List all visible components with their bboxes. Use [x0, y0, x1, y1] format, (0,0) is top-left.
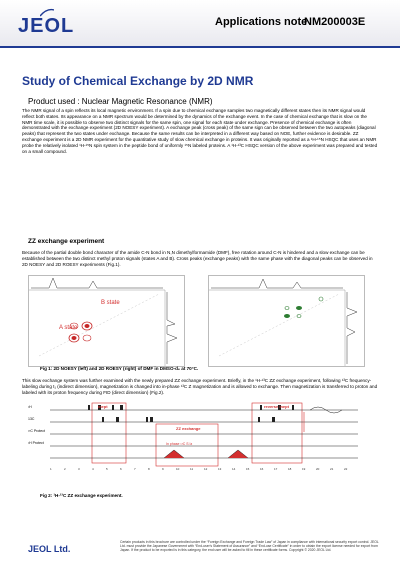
noesy-plot — [29, 276, 184, 366]
product-used: Product used : Nuclear Magnetic Resonance (NMR) — [28, 97, 213, 106]
pulse-sequence-svg — [28, 402, 376, 480]
channel-1h-label: ¹H — [28, 405, 32, 409]
svg-text:15: 15 — [246, 467, 250, 471]
svg-text:7: 7 — [134, 467, 136, 471]
svg-text:11: 11 — [190, 467, 194, 471]
svg-text:4: 4 — [92, 467, 94, 471]
jeol-logo: JEOL — [18, 15, 75, 37]
svg-text:16: 16 — [260, 467, 264, 471]
svg-text:10: 10 — [176, 467, 180, 471]
footer-logo: JEOL Ltd. — [28, 544, 71, 554]
svg-text:14: 14 — [232, 467, 236, 471]
svg-text:22: 22 — [344, 467, 348, 471]
svg-text:2: 2 — [64, 467, 66, 471]
svg-text:3: 3 — [78, 467, 80, 471]
figure2-caption: Fig 2: ¹H-¹³C ZZ exchange experiment. — [40, 493, 123, 498]
noesy-spectrum — [28, 275, 185, 367]
a-state-label: A state — [59, 325, 78, 331]
svg-text:20: 20 — [316, 467, 320, 471]
roesy-spectrum — [208, 275, 365, 367]
svg-text:13: 13 — [218, 467, 222, 471]
svg-text:5: 5 — [106, 467, 108, 471]
footer-disclaimer: Certain products in this brochure are controlled under the “Foreign Exchange and Foreign Trade Law” of Japan in compliance with international security export control. JEOL Ltd. must provide the Japanese Government with “End-user's Statement of Assurance” and “End-use Certificate” in order to obtain the export license needed for export from Japan. If the product to be exported is in this category, the end user will be asked to fill in these certificate forms. Copyright © 2020 JEOL Ltd. — [120, 540, 379, 553]
channel-13c-protect-label: ¹³C Protect — [28, 429, 45, 433]
channel-13c-label: 13C — [28, 417, 35, 421]
logo-swoosh-icon — [40, 8, 54, 18]
svg-text:12: 12 — [204, 467, 208, 471]
header — [0, 0, 400, 48]
second-paragraph: This slow exchange system was further examined with the newly prepared ZZ exchange experiment. Briefly, in the ¹H-¹³C ZZ exchange experiment, following ¹³C frequency-labeling during t₁ (indirect dimension), magnetization is changed into in-phase ¹³C Z magnetization and is allowed to exchange. Then magnetization is transferred to proton and labeled with its proton frequency during FID (direct dimension) (Fig.2). — [22, 378, 378, 395]
svg-text:6: 6 — [120, 467, 122, 471]
figure1-caption: Fig 1: 2D NOESY (left) and 2D ROESY (right) of DMF in DMSO-d₆ at 70°C. — [40, 366, 199, 371]
channel-1h-protect-label: ¹H Protect — [28, 441, 44, 445]
svg-text:1: 1 — [50, 467, 52, 471]
reverse-inept-block-label: reverse inept — [264, 404, 289, 409]
section-paragraph: Because of the partial double bond character of the amide C-N bond in N,N dimethylformamide (DMF), free rotation around C-N is hindered and a slow exchange can be established between the two distinct methyl proton signals (states A and B). Cross peaks (exchange peaks) with the same phase with the diagonal peaks can be observed in 2D NOESY and 2D ROESY experiments (Fig.1). — [22, 250, 373, 267]
svg-text:8: 8 — [148, 467, 150, 471]
section-heading: ZZ exchange experiment — [28, 238, 105, 245]
zz-exchange-block-label: ZZ exchange — [176, 426, 201, 431]
svg-text:21: 21 — [330, 467, 334, 471]
in-phase-label: In phase ¹³C S Iz — [166, 442, 193, 446]
svg-text:19: 19 — [302, 467, 306, 471]
inept-block-label: inept — [98, 404, 108, 409]
document-number: NM200003E — [304, 16, 366, 28]
svg-text:9: 9 — [162, 467, 164, 471]
intro-paragraph: The NMR signal of a spin reflects its local magnetic environment. If a spin due to chemical exchange samples two magnetically different states then its NMR signal would reflect both states. Its appearance on a NMR spectrum would be determined by the dynamics of the exchange event. In the case of chemical exchange that is slow on the NMR time scale, it is possible to observe two distinct signals for the same spin, one signal for each state under exchange. Presence of chemical exchange is often demonstrated with the exchange experiment (2D NOESY experiment). A exchange peak (cross peak) of the same sign can be observed between the two autopeaks (diagonal peaks) that represent the two states under exchange. Because the same results can be interpreted in a different way based on NOE, further evidence is desirable. ZZ exchange experiment is a 2D NMR experiment for the quantitative study of slow chemical exchange in proteins. It was originally reported as a ¹H-¹⁵N HSQC that uses an NMR probe the relatively isolated ¹H-¹⁵N spin system in the peptide bond of uniformly ¹⁵N labeled proteins. A ¹H-¹³C HSQC version of the above experiment was prepared and tested on a small compound. — [22, 108, 378, 154]
footer — [0, 530, 400, 566]
pulse-sequence-diagram — [28, 402, 376, 480]
applications-note-label: Applications note — [215, 16, 308, 28]
roesy-plot — [209, 276, 364, 366]
svg-text:17: 17 — [274, 467, 278, 471]
b-state-label: B state — [101, 300, 120, 306]
page-title: Study of Chemical Exchange by 2D NMR — [22, 74, 254, 88]
svg-text:18: 18 — [288, 467, 292, 471]
